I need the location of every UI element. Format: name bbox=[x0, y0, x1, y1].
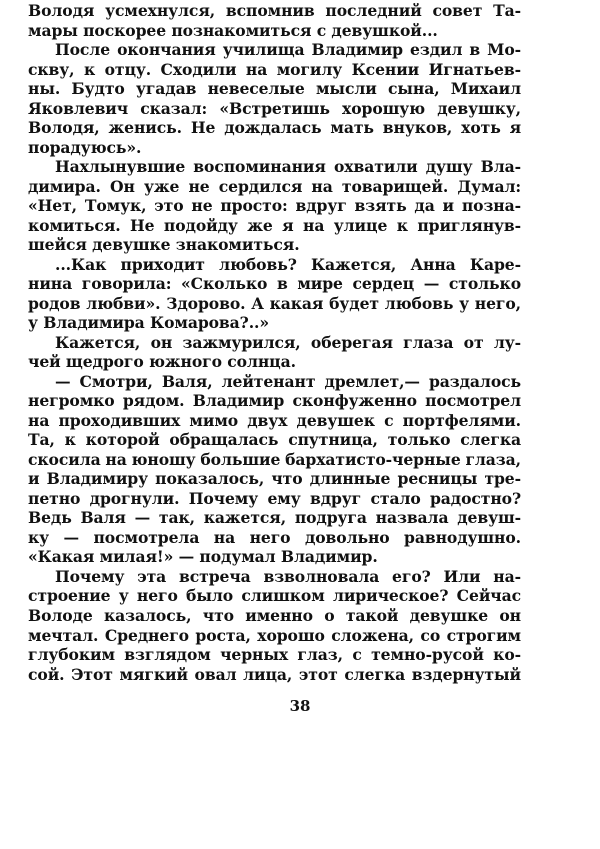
text-line: Нахлынувшие воспоминания охватили душу Вла- bbox=[55, 157, 521, 177]
text-line: Почему эта встреча взволновала его? Или на- bbox=[55, 566, 521, 586]
text-line: шейся девушке знакомиться. bbox=[28, 235, 300, 255]
text-line: Ведь Валя — так, кажется, подруга назвала девуш- bbox=[28, 508, 521, 528]
text-line: Володе казалось, что именно о такой девушке он bbox=[28, 605, 521, 625]
text-line: ...Как приходит любовь? Кажется, Анна Каре- bbox=[55, 254, 521, 274]
text-line: нина говорила: «Сколько в мире сердец — столько bbox=[28, 274, 521, 294]
text-line: Яковлевич сказал: «Встретишь хорошую девушку, bbox=[28, 98, 521, 118]
text-line: скву, к отцу. Сходили на могилу Ксении Игнатьев- bbox=[28, 59, 521, 79]
text-line: на проходивших мимо двух девушек с портфелями. bbox=[28, 410, 521, 430]
page-body bbox=[28, 1, 521, 684]
text-line: Володя усмехнулся, вспомнив последний совет Та- bbox=[28, 1, 521, 20]
text-line: сой. Этот мягкий овал лица, этот слегка вздернутый bbox=[28, 664, 521, 684]
text-line: негромко рядом. Владимир сконфуженно посмотрел bbox=[28, 391, 521, 411]
text-line: мары поскорее познакомиться с девушкой... bbox=[28, 20, 438, 40]
text-line: ку — посмотрела на него довольно равнодушно. bbox=[28, 527, 521, 547]
text-line: скосила на юношу большие бархатисто-черные глаза, bbox=[28, 449, 521, 469]
text-line: — Смотри, Валя, лейтенант дремлет,— раздалось bbox=[55, 371, 521, 391]
paragraph bbox=[28, 40, 521, 157]
text-line: мечтал. Среднего роста, хорошо сложена, со строгим bbox=[28, 625, 521, 645]
text-line: После окончания училища Владимир ездил в Мо- bbox=[55, 40, 521, 60]
text-line: Володя, женись. Не дождалась мать внуков, хоть я bbox=[28, 118, 521, 138]
paragraph bbox=[28, 333, 521, 372]
text-line: строение у него было слишком лирическое? Сейчас bbox=[28, 586, 521, 606]
text-line: и Владимиру показалось, что длинные ресницы тре- bbox=[28, 469, 521, 489]
paragraph bbox=[28, 255, 521, 333]
text-line: комиться. Не подойду же я на улице к приглянув- bbox=[28, 215, 521, 235]
text-line: петно дрогнули. Почему ему вдруг стало радостно? bbox=[28, 488, 521, 508]
paragraph bbox=[28, 372, 521, 567]
text-line: ны. Будто угадав невеселые мысли сына, Михаил bbox=[28, 79, 521, 99]
text-line: Та, к которой обращалась спутница, только слегка bbox=[28, 430, 521, 450]
text-line: «Какая милая!» — подумал Владимир. bbox=[28, 547, 378, 567]
text-line: димира. Он уже не сердился на товарищей. Думал: bbox=[28, 176, 521, 196]
page-number: 38 bbox=[289, 697, 311, 715]
text-line: чей щедрого южного солнца. bbox=[28, 352, 296, 372]
paragraph bbox=[28, 567, 521, 684]
text-line: порадуюсь». bbox=[28, 137, 142, 157]
paragraph bbox=[28, 157, 521, 255]
text-line: «Нет, Томук, это не просто: вдруг взять да и позна- bbox=[28, 196, 521, 216]
text-line: у Владимира Комарова?..» bbox=[28, 313, 270, 333]
text-line: родов любви». Здорово. А какая будет любовь у него, bbox=[28, 293, 521, 313]
text-line: глубоким взглядом черных глаз, с темно-русой ко- bbox=[28, 645, 521, 665]
text-line: Кажется, он зажмурился, оберегая глаза от лу- bbox=[55, 332, 521, 352]
paragraph bbox=[28, 1, 521, 40]
